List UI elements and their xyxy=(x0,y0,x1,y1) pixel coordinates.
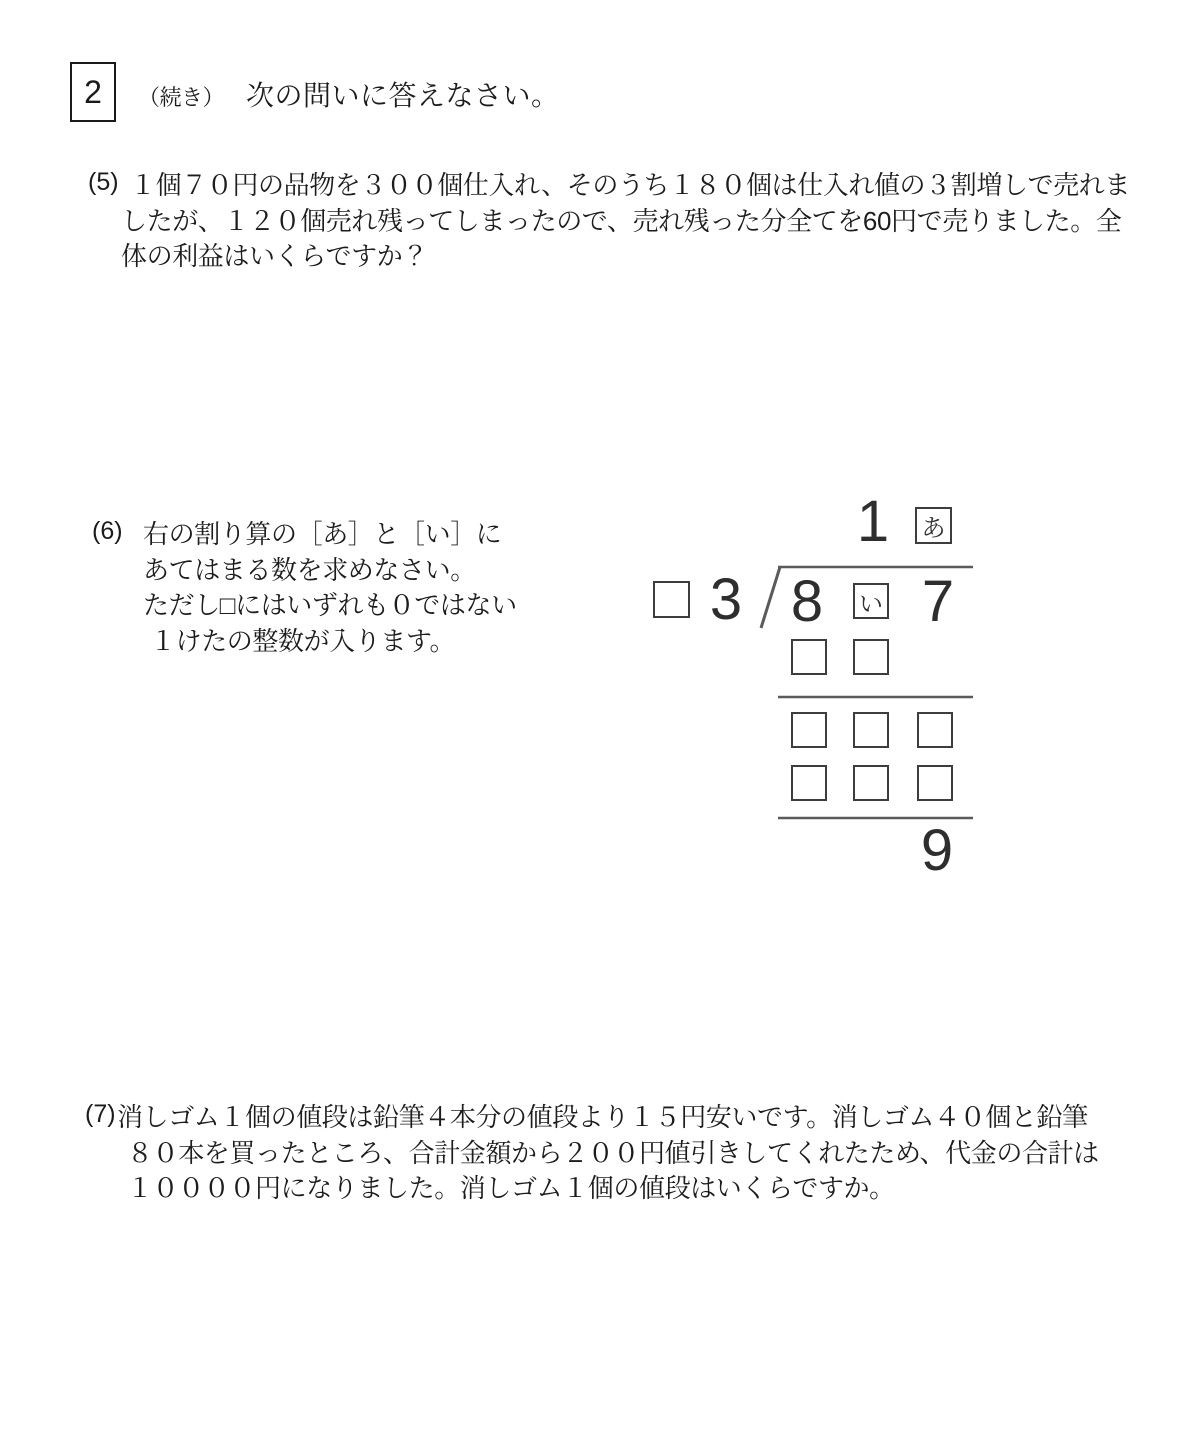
problem-7-text xyxy=(117,1100,1099,1207)
remainder-digit: 9 xyxy=(920,818,954,883)
problem-6-text xyxy=(143,517,517,659)
section-number-box xyxy=(70,62,116,122)
problem-6-line-3: ただし□にはいずれも０ではない xyxy=(143,590,517,620)
problem-6-line-1: 右の割り算の［あ］と［い］に xyxy=(143,519,502,549)
empty-box xyxy=(917,712,953,748)
section-header xyxy=(138,74,560,114)
dividend-digit-ones: 7 xyxy=(921,569,955,634)
division-slash-line xyxy=(761,567,780,628)
problem-7-line-2: ８０本を買ったところ、合計金額から２００円値引きしてくれたため、代金の合計は xyxy=(127,1137,1099,1168)
quotient-digit: 1 xyxy=(856,489,890,554)
section-number: 2 xyxy=(84,73,102,110)
continuation-note: （続き） xyxy=(138,85,225,110)
problem-6-line-4: １けたの整数が入ります。 xyxy=(150,625,456,656)
empty-box xyxy=(853,712,889,748)
problem-5-line-2: したが、１２０個売れ残ってしまったので、売れ残った分全てを60円で売りました。全 xyxy=(121,205,1122,236)
long-division-diagram xyxy=(640,490,1000,890)
empty-box xyxy=(791,712,827,748)
problem-5-label: (5) xyxy=(88,168,119,196)
empty-box xyxy=(853,765,889,801)
problem-5-line-3: 体の利益はいくらですか？ xyxy=(121,241,428,271)
problem-7-line-3: １００００円になりました。消しゴム１個の値段はいくらですか。 xyxy=(127,1173,895,1203)
problem-6-label: (6) xyxy=(92,517,123,545)
empty-box xyxy=(917,765,953,801)
box-label-i: い xyxy=(859,590,883,618)
problem-6-line-2: あてはまる数を求めなさい。 xyxy=(143,554,476,585)
problem-7-label: (7) xyxy=(85,1100,116,1128)
problem-5-text xyxy=(121,168,1130,275)
problem-7-line-1: 消しゴム１個の値段は鉛筆４本分の値段より１５円安いです。消しゴム４０個と鉛筆 xyxy=(117,1102,1088,1132)
dividend-answer-box-i xyxy=(853,583,889,619)
dividend-digit-hundreds: 8 xyxy=(790,569,824,634)
problem-5-line-1: １個７０円の品物を３００個仕入れ、そのうち１８０個は仕入れ値の３割増しで売れま xyxy=(130,170,1130,200)
divisor-empty-box xyxy=(653,581,690,618)
divisor-digit: 3 xyxy=(709,567,743,632)
empty-box xyxy=(853,639,889,675)
box-label-a: あ xyxy=(921,515,946,542)
empty-box xyxy=(791,765,827,801)
section-instruction: 次の問いに答えなさい。 xyxy=(246,80,560,111)
empty-box xyxy=(791,639,827,675)
quotient-answer-box-a xyxy=(915,507,952,544)
